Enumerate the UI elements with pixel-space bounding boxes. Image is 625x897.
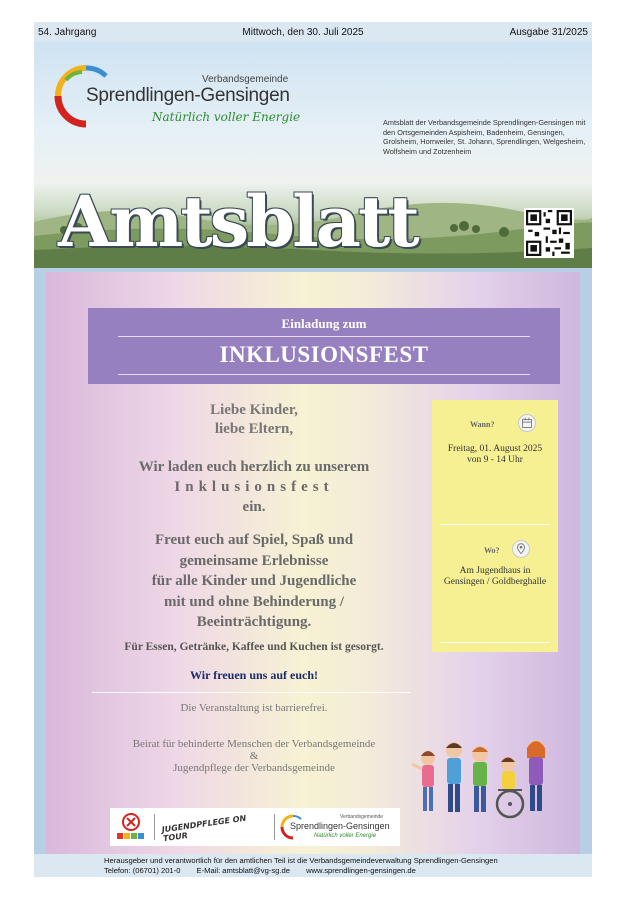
activities-line: gemeinsame Erlebnisse	[179, 552, 329, 569]
header-rule-top	[118, 336, 530, 337]
catering-note: Für Essen, Getränke, Kaffee und Kuchen ist gesorgt.	[124, 641, 384, 653]
volume-label: 54. Jahrgang	[38, 26, 97, 38]
publisher-line: Herausgeber und verantwortlich für den amtlichen Teil ist die Verbandsgemeindeverwaltung Sprendlingen-Gensingen	[104, 856, 498, 865]
closing-line: Wir freuen uns auf euch!	[189, 668, 318, 682]
issue-bar	[34, 22, 592, 42]
phone-number: Telefon: (06701) 201-0	[104, 866, 181, 875]
when-date: Freitag, 01. August 2025	[447, 444, 543, 454]
invite-line: ein.	[242, 499, 266, 515]
greeting-line: liebe Eltern,	[214, 421, 294, 437]
vg-name: Sprendlingen-Gensingen	[86, 85, 290, 106]
when-time: von 9 - 14 Uhr	[467, 455, 523, 465]
info-divider	[440, 524, 550, 525]
when-label: Wann?	[470, 420, 495, 429]
contact-line	[104, 866, 592, 876]
invite-line: Einladung zum	[281, 316, 367, 331]
email-address[interactable]: E-Mail: amtsblatt@vg-sg.de	[196, 866, 290, 875]
amtsblatt-description: Amtsblatt der Verbandsgemeinde Sprendlingen-Gensingen mit den Ortsgemeinden Aspisheim, Badenheim, Gensingen, Grolsheim, Horrweiler, St. Johann, Sprendlingen, Welgesheim, Wolfsheim und Zotzenheim	[383, 118, 586, 156]
location-icon	[512, 540, 530, 558]
masthead-banner	[34, 42, 592, 268]
organizer-line: Beirat für behinderte Menschen der Verbandsgemeinde	[132, 738, 376, 750]
logo-vg-slogan: Natürlich voller Energie	[314, 833, 377, 839]
jugendpflege-logo: JUGENDPFLEGE ON TOUR	[161, 813, 247, 844]
vg-label: Verbandsgemeinde	[202, 74, 289, 85]
issue-date: Mittwoch, den 30. Juli 2025	[242, 26, 364, 38]
greeting-line: Liebe Kinder,	[210, 402, 298, 418]
children-illustration	[406, 724, 556, 822]
when-value	[432, 444, 558, 466]
logo-vg-label: Verbandsgemeinde	[340, 814, 384, 820]
qr-code-icon[interactable]	[524, 208, 574, 258]
where-line: Gensingen / Goldberghalle	[443, 577, 547, 587]
activities-line: Beeinträchtigung.	[196, 614, 312, 630]
issue-number: Ausgabe 31/2025	[509, 26, 588, 38]
activities-text	[94, 530, 414, 633]
divider	[92, 692, 410, 693]
flyer-header	[88, 308, 560, 384]
activities-line: für alle Kinder und Jugendliche	[151, 573, 357, 589]
where-value	[432, 566, 558, 588]
invitation-text	[94, 457, 414, 517]
vg-partner-logo	[280, 812, 396, 842]
where-label: Wo?	[484, 546, 500, 555]
masthead-title: Amtsblatt	[58, 180, 417, 263]
organizer-line: &	[249, 750, 259, 762]
event-info-column	[432, 400, 558, 652]
invite-line: Inklusionsfest	[174, 479, 334, 495]
organizers	[94, 738, 414, 774]
website-link[interactable]: www.sprendlingen-gensingen.de	[306, 866, 416, 875]
vg-slogan: Natürlich voller Energie	[152, 110, 301, 124]
accessibility-note: Die Veranstaltung ist barrierefrei.	[180, 702, 328, 714]
logo-vg-name: Sprendlingen-Gensingen	[290, 821, 390, 831]
header-rule-bottom	[118, 374, 530, 375]
invite-line: Wir laden euch herzlich zu unserem	[138, 459, 370, 475]
accessibility-logo-icon	[114, 812, 148, 842]
event-flyer	[46, 272, 580, 854]
greeting	[94, 401, 414, 439]
imprint-footer	[34, 854, 592, 877]
calendar-icon	[518, 414, 536, 432]
info-divider	[440, 642, 550, 643]
organizer-line: Jugendpflege der Verbandsgemeinde	[173, 762, 335, 774]
logo-separator	[274, 814, 275, 840]
activities-line: mit und ohne Behinderung /	[163, 593, 345, 610]
where-line: Am Jugendhaus in	[459, 566, 531, 576]
activities-line: Freut euch auf Spiel, Spaß und	[154, 532, 354, 548]
partner-logos	[110, 808, 400, 846]
newspaper-page	[34, 22, 592, 877]
logo-separator	[154, 814, 155, 840]
event-title: INKLUSIONSFEST	[219, 342, 429, 367]
